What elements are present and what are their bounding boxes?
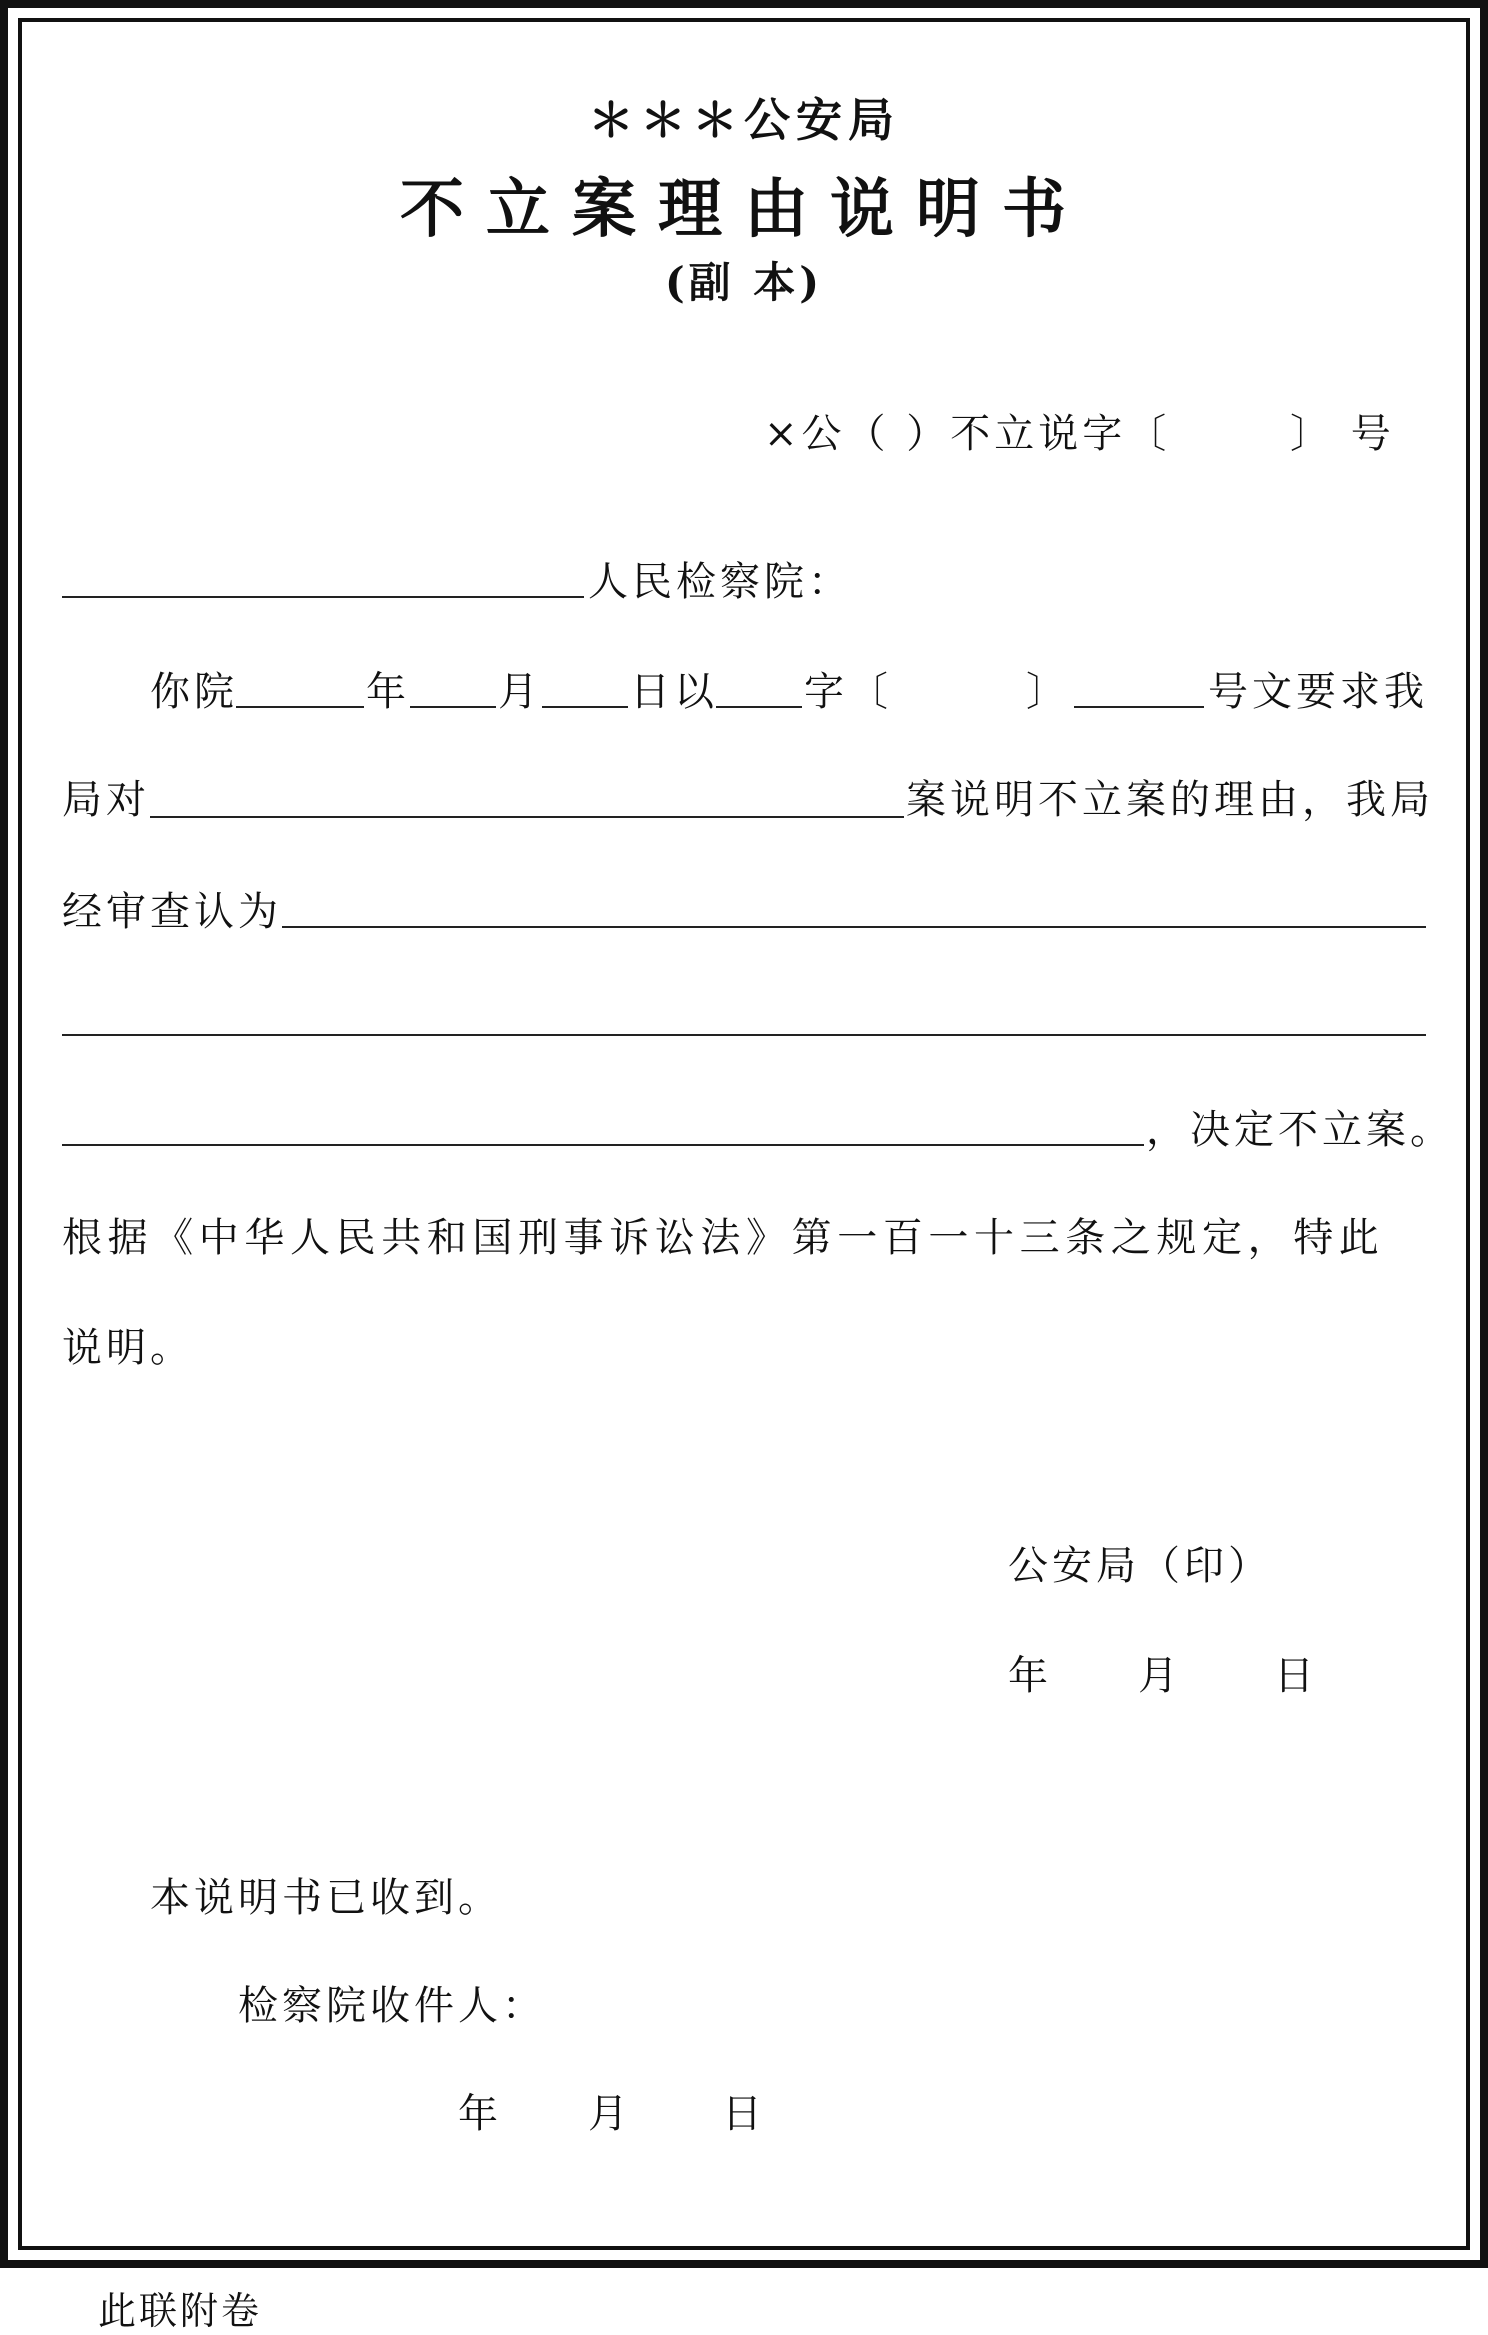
receipt-year: 年 <box>458 2091 502 2137</box>
agency-name: ＊＊＊公安局 <box>588 93 900 147</box>
case-blank <box>150 816 904 818</box>
receipt-receiver: 检察院收件人： <box>238 1983 546 2029</box>
para4-tail: ，决定不立案。 <box>1146 1107 1454 1153</box>
month-blank <box>410 706 496 708</box>
day-blank <box>542 706 628 708</box>
para1-close: 〕 <box>1026 669 1070 715</box>
receipt-day: 日 <box>722 2091 766 2137</box>
para6-text: 说明。 <box>62 1325 194 1371</box>
receipt-month: 月 <box>588 2091 632 2137</box>
receipt-received: 本说明书已收到。 <box>150 1875 502 1921</box>
para1-lead: 你院 <box>150 669 238 715</box>
para1-request: 号文要求我 <box>1208 669 1428 715</box>
para5-text: 根据《中华人民共和国刑事诉讼法》第一百一十三条之规定，特此 <box>62 1215 1385 1261</box>
document-title: 不立案理由说明书 <box>400 172 1088 247</box>
doc-number-suffix: 〕 号 <box>1290 411 1395 457</box>
copy-label: (副 本) <box>664 258 824 307</box>
reason-blank-2 <box>62 1034 1426 1036</box>
signature-month: 月 <box>1138 1653 1182 1699</box>
addressee-suffix: 人民检察院： <box>588 559 852 605</box>
footer-note: 此联附卷 <box>98 2289 263 2333</box>
doc-number-prefix: ×公（ ）不立说字〔 <box>764 411 1171 457</box>
number-blank <box>1074 706 1204 708</box>
para1-year: 年 <box>366 669 410 715</box>
para3-lead: 经审查认为 <box>62 889 282 935</box>
para1-day-by: 日以 <box>630 669 718 715</box>
signature-day: 日 <box>1274 1653 1318 1699</box>
signature-year: 年 <box>1008 1653 1052 1699</box>
para2-tail: 案说明不立案的理由，我局 <box>906 777 1434 823</box>
reason-blank-1 <box>282 926 1426 928</box>
word-blank <box>716 706 802 708</box>
para1-month: 月 <box>498 669 542 715</box>
addressee-blank <box>62 596 584 598</box>
para2-lead: 局对 <box>62 777 150 823</box>
reason-blank-3 <box>62 1144 1144 1146</box>
para1-zi: 字〔 <box>804 669 892 715</box>
year-blank <box>236 706 364 708</box>
signature-org: 公安局（印） <box>1008 1543 1272 1589</box>
